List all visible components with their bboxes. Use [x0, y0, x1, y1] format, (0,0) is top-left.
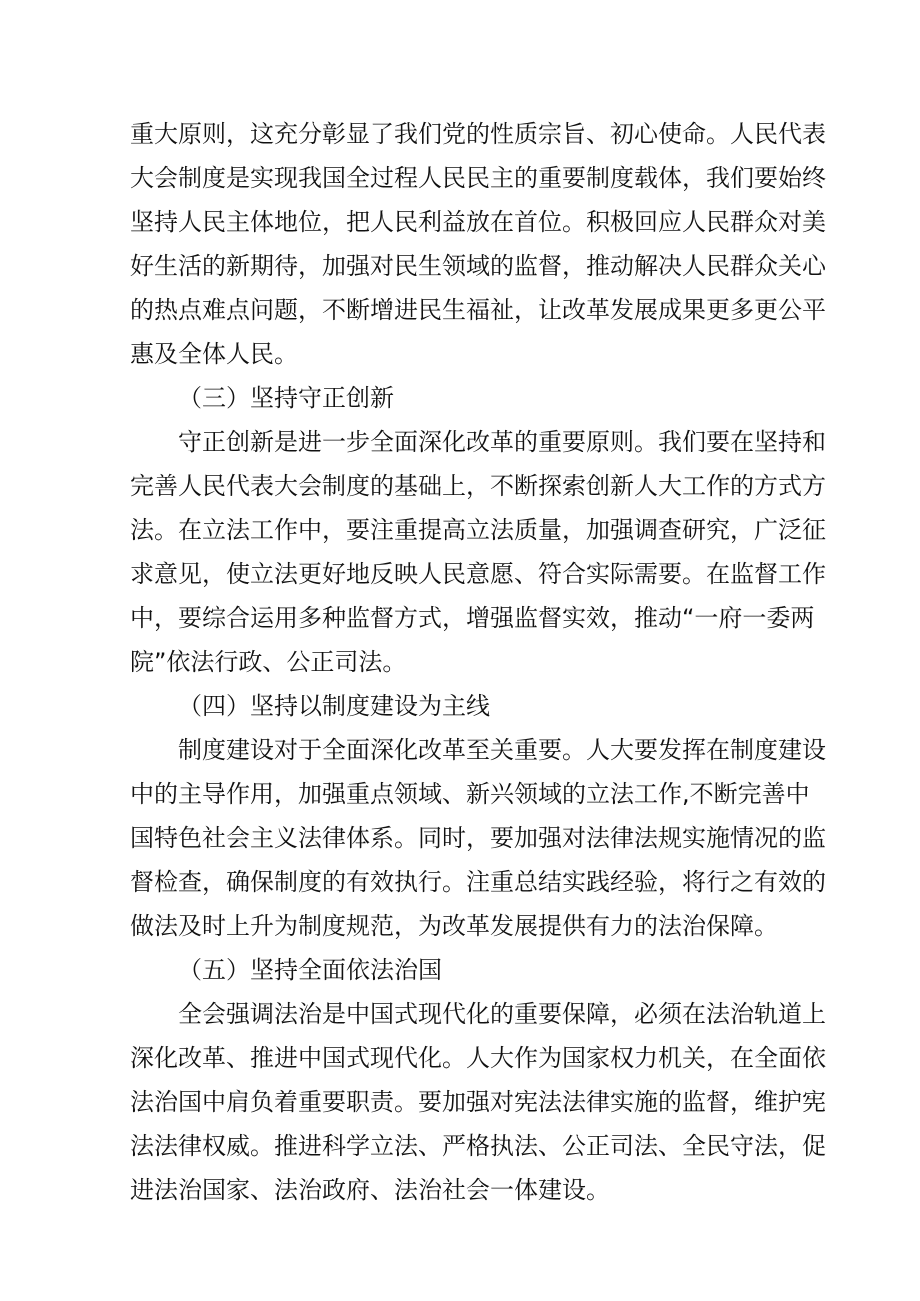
- paragraph-line: 督检查，确保制度的有效执行。注重总结实践经验，将行之有效的: [130, 868, 826, 896]
- section-heading-3: （三）坚持守正创新: [178, 384, 394, 412]
- paragraph-line: 完善人民代表大会制度的基础上，不断探索创新人大工作的方式方: [130, 472, 826, 500]
- paragraph-line: 惠及全体人民。: [130, 340, 298, 368]
- paragraph-line: 守正创新是进一步全面深化改革的重要原则。我们要在坚持和: [178, 428, 826, 456]
- paragraph-line: 制度建设对于全面深化改革至关重要。人大要发挥在制度建设: [178, 736, 826, 764]
- paragraph-line: 法法律权威。推进科学立法、严格执法、公正司法、全民守法，促: [130, 1132, 826, 1160]
- paragraph-line: 院”依法行政、公正司法。: [130, 648, 407, 676]
- paragraph-line: 全会强调法治是中国式现代化的重要保障，必须在法治轨道上: [178, 1000, 826, 1028]
- section-heading-4: （四）坚持以制度建设为主线: [178, 692, 490, 720]
- paragraph-line: 进法治国家、法治政府、法治社会一体建设。: [130, 1176, 610, 1204]
- paragraph-line: 法治国中肩负着重要职责。要加强对宪法法律实施的监督，维护宪: [130, 1088, 826, 1116]
- paragraph-line: 做法及时上升为制度规范，为改革发展提供有力的法治保障。: [130, 912, 778, 940]
- paragraph-line: 深化改革、推进中国式现代化。人大作为国家权力机关，在全面依: [130, 1044, 826, 1072]
- paragraph-line: 中的主导作用，加强重点领域、新兴领域的立法工作,不断完善中: [130, 780, 810, 808]
- paragraph-line: 国特色社会主义法律体系。同时，要加强对法律法规实施情况的监: [130, 824, 826, 852]
- paragraph-line: 的热点难点问题，不断增进民生福祉，让改革发展成果更多更公平: [130, 296, 826, 324]
- paragraph-line: 中，要综合运用多种监督方式，增强监督实效，推动“一府一委两: [130, 604, 815, 632]
- paragraph-line: 求意见，使立法更好地反映人民意愿、符合实际需要。在监督工作: [130, 560, 826, 588]
- paragraph-line: 好生活的新期待，加强对民生领域的监督，推动解决人民群众关心: [130, 252, 826, 280]
- paragraph-line: 坚持人民主体地位，把人民利益放在首位。积极回应人民群众对美: [130, 208, 826, 236]
- section-heading-5: （五）坚持全面依法治国: [178, 956, 442, 984]
- paragraph-line: 法。在立法工作中，要注重提高立法质量，加强调查研究，广泛征: [130, 516, 826, 544]
- paragraph-line: 大会制度是实现我国全过程人民民主的重要制度载体，我们要始终: [130, 164, 826, 192]
- paragraph-line: 重大原则，这充分彰显了我们党的性质宗旨、初心使命。人民代表: [130, 120, 826, 148]
